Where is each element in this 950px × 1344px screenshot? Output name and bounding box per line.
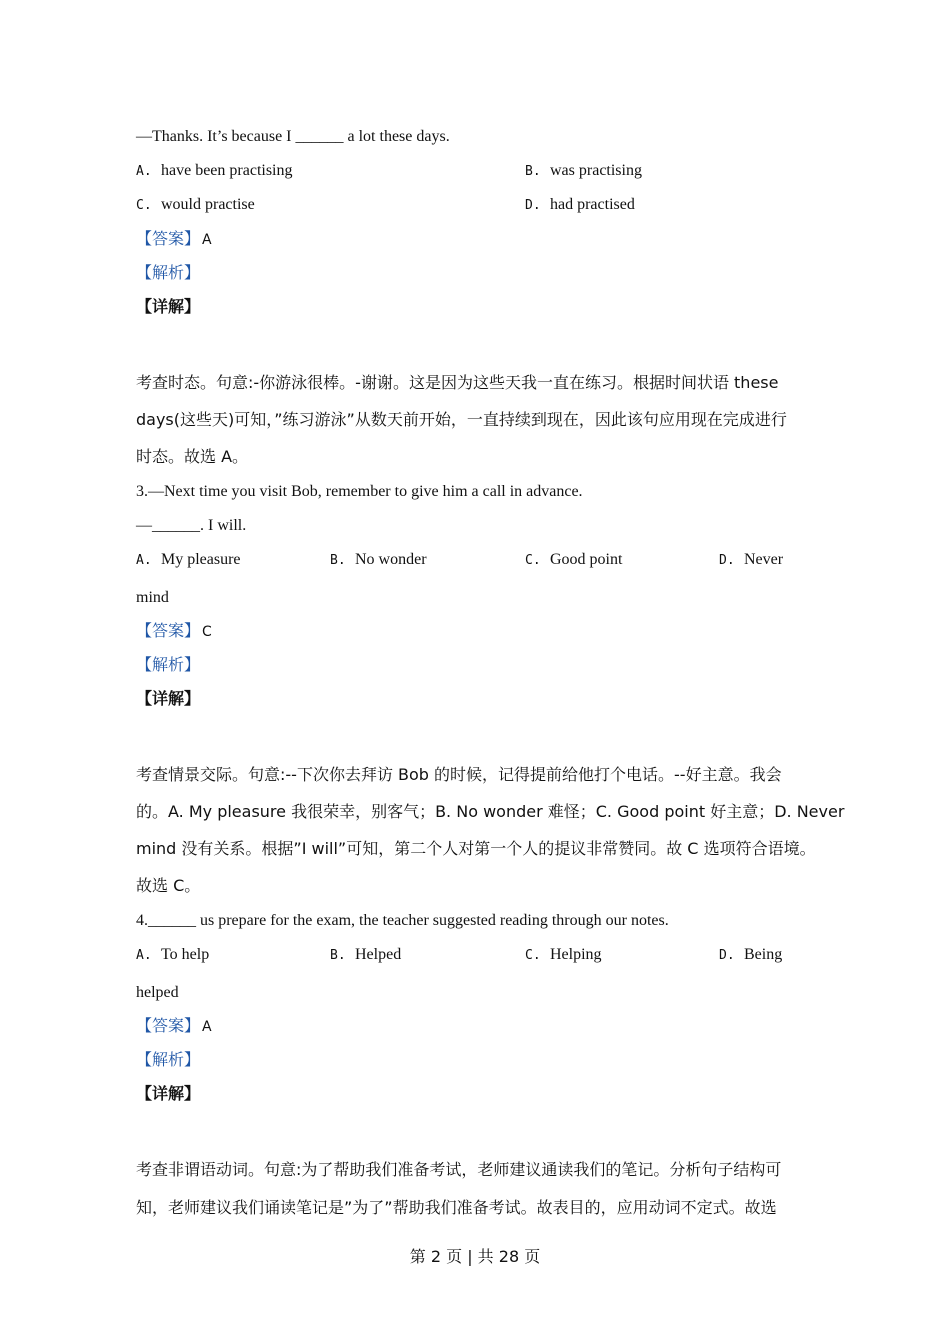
q2-explanation-line-1: 考查时态。句意:-你游泳很棒。-谢谢。这是因为这些天我一直在练习。根据时间状语 these xyxy=(136,373,779,392)
q4-explanation-line-1: 考查非谓语动词。句意:为了帮助我们准备考试，老师建议通读我们的笔记。分析句子结构可 xyxy=(136,1160,782,1179)
q4-answer: 【答案】 A xyxy=(136,1016,212,1035)
q2-explanation-line-3: 时态。故选 A。 xyxy=(136,447,249,466)
q2-option-d: D. had practised xyxy=(525,196,635,213)
q3-explanation-line-2: 的。A. My pleasure 我很荣幸，别客气；B. No wonder 难怪；C. Good point 好主意；D. Never xyxy=(136,802,845,821)
q2-dialog-line: —Thanks. It’s because I ______ a lot these days. xyxy=(136,128,450,145)
q4-question: 4.______ us prepare for the exam, the teacher suggested reading through our notes. xyxy=(136,912,669,929)
q3-explanation-line-4: 故选 C。 xyxy=(136,876,201,895)
q3-option-d: D. Never xyxy=(719,551,784,568)
q2-option-c: C. would practise xyxy=(136,196,255,213)
q3-detail-label: 【详解】 xyxy=(136,689,201,708)
q2-option-a: A. have been practising xyxy=(136,162,293,179)
q2-explanation-line-2: days(这些天)可知，”练习游泳”从数天前开始，一直持续到现在，因此该句应用现在完成进行 xyxy=(136,410,787,429)
q3-option-a: A. My pleasure xyxy=(136,551,241,568)
q2-answer: 【答案】 A xyxy=(136,229,212,248)
q4-option-c: C. Helping xyxy=(525,946,602,963)
q3-option-c: C. Good point xyxy=(525,551,623,568)
q3-explanation-line-1: 考查情景交际。句意:--下次你去拜访 Bob 的时候，记得提前给他打个电话。--好主意。我会 xyxy=(136,765,782,784)
q3-option-b: B. No wonder xyxy=(330,551,427,568)
q3-option-d-wrap: mind xyxy=(136,589,169,606)
q2-option-b: B. was practising xyxy=(525,162,642,179)
q3-answer: 【答案】 C xyxy=(136,621,212,640)
q2-analysis-label: 【解析】 xyxy=(136,263,201,282)
q4-detail-label: 【详解】 xyxy=(136,1084,201,1103)
q4-option-d-wrap: helped xyxy=(136,984,179,1001)
q4-analysis-label: 【解析】 xyxy=(136,1050,201,1069)
q3-question: 3.—Next time you visit Bob, remember to give him a call in advance. xyxy=(136,483,583,500)
q4-explanation-line-2: 知，老师建议我们诵读笔记是”为了”帮助我们准备考试。故表目的，应用动词不定式。故选 xyxy=(136,1198,777,1217)
q4-option-b: B. Helped xyxy=(330,946,402,963)
q3-explanation-line-3: mind 没有关系。根据”I will”可知，第二个人对第一个人的提议非常赞同。故 C 选项符合语境。 xyxy=(136,839,816,858)
page-footer: 第 2 页 | 共 28 页 xyxy=(409,1247,541,1266)
q4-option-d: D. Being xyxy=(719,946,783,963)
q3-analysis-label: 【解析】 xyxy=(136,655,201,674)
q2-detail-label: 【详解】 xyxy=(136,297,201,316)
q4-option-a: A. To help xyxy=(136,946,210,963)
q3-reply: —______. I will. xyxy=(136,517,247,534)
